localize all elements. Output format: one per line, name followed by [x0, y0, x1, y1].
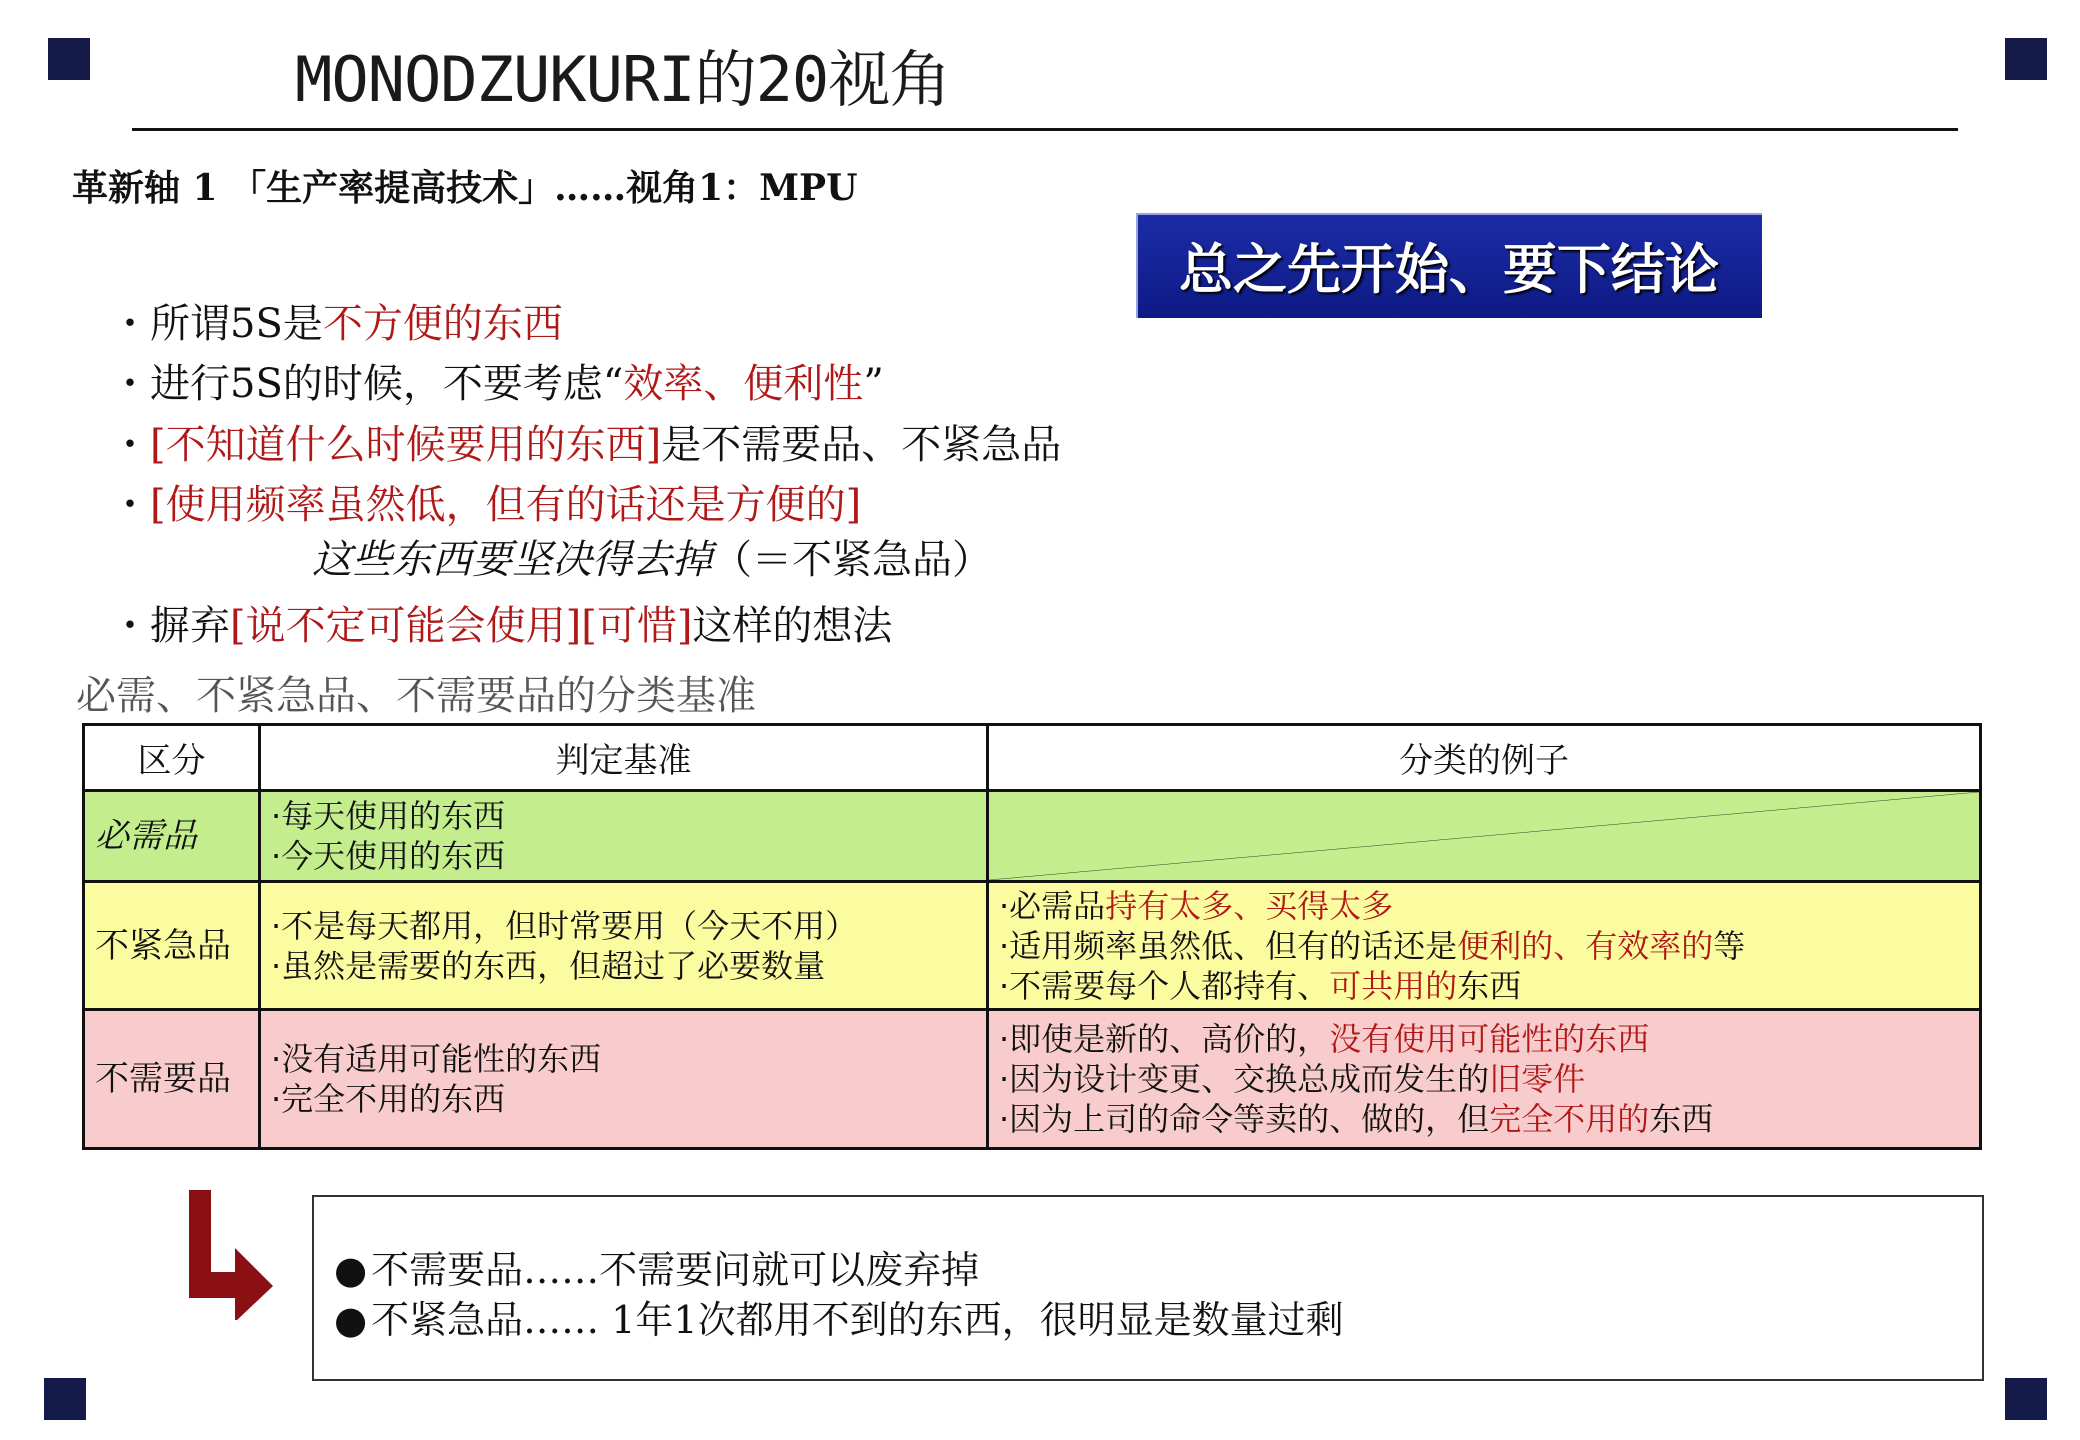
criteria-line: ·不是每天都用，但时常要用（今天不用） — [271, 906, 858, 945]
table-heading: 必需、不紧急品、不需要品的分类基准 — [76, 673, 756, 719]
table-row-not-urgent — [84, 882, 1981, 1010]
corner-square-bottom-right — [2005, 1378, 2047, 1420]
header-category: 区分 — [84, 725, 260, 791]
example-line — [999, 966, 1969, 1006]
bullet-text-tail: 这样的想法 — [692, 603, 893, 649]
corner-square-bottom-left — [44, 1378, 86, 1420]
example-line — [999, 886, 1969, 926]
example-text: ·因为上司的命令等卖的、做的，但 — [999, 1100, 1490, 1138]
example-text: ·因为设计变更、交换总成而发生的 — [999, 1060, 1490, 1098]
table-header-row — [84, 725, 1981, 791]
conclusion-banner: 总之先开始、要下结论 — [1136, 213, 1762, 318]
example-highlight: 便利的、有效率的 — [1457, 926, 1714, 965]
bullet-text: 所谓5S是 — [150, 301, 323, 347]
bullet-highlight: [不知道什么时候要用的东西] — [150, 422, 662, 468]
example-highlight: 没有使用可能性的东西 — [1329, 1020, 1650, 1058]
bullet-item — [110, 292, 563, 349]
bullet-dot: ・ — [110, 482, 150, 528]
corner-square-top-left — [48, 38, 90, 80]
example-text: ·即使是新的、高价的， — [999, 1020, 1330, 1058]
conclusion-item — [334, 1289, 1344, 1344]
example-highlight: 可共用的 — [1329, 966, 1458, 1005]
down-right-arrow-icon — [185, 1190, 275, 1320]
criteria-line: ·虽然是需要的东西，但超过了必要数量 — [271, 946, 826, 985]
page-title: MONODZUKURI的20视角 — [295, 43, 951, 116]
category-cell: 必需品 — [84, 791, 260, 882]
example-highlight: 完全不用的 — [1489, 1100, 1650, 1138]
criteria-cell — [260, 882, 988, 1010]
table-row-necessary — [84, 791, 1981, 882]
bullet-text: 这些东西要坚决得去掉 — [312, 537, 712, 583]
example-text-tail: 等 — [1713, 926, 1746, 965]
example-line — [999, 926, 1969, 966]
criteria-line: ·今天使用的东西 — [271, 837, 506, 875]
examples-cell — [988, 882, 1981, 1010]
bullet-highlight: 效率、便利性 — [623, 361, 864, 407]
criteria-cell — [260, 1010, 988, 1149]
title-divider — [132, 128, 1958, 131]
criteria-line: ·完全不用的东西 — [271, 1080, 506, 1118]
bullet-dot: ・ — [110, 603, 150, 649]
example-text-tail: 东西 — [1457, 966, 1522, 1005]
example-line — [999, 1059, 1969, 1099]
bullet-text: 是不需要品、不紧急品 — [661, 422, 1062, 468]
example-text: ·适用频率虽然低、但有的话还是 — [999, 926, 1458, 965]
example-text-tail: 东西 — [1649, 1100, 1714, 1138]
conclusion-item — [334, 1239, 979, 1294]
criteria-line: ·没有适用可能性的东西 — [271, 1040, 602, 1078]
table-row-unneeded — [84, 1010, 1981, 1149]
bullet-highlight: [说不定可能会使用][可惜] — [230, 603, 693, 649]
category-cell: 不需要品 — [84, 1010, 260, 1149]
examples-cell — [988, 1010, 1981, 1149]
header-criteria: 判定基准 — [260, 725, 988, 791]
header-examples: 分类的例子 — [988, 725, 1981, 791]
bullet-item — [110, 413, 1061, 470]
example-text: ·不需要每个人都持有、 — [999, 966, 1330, 1005]
corner-square-top-right — [2005, 38, 2047, 80]
bullet-dot: ・ — [110, 422, 150, 468]
section-subtitle: 革新轴 1 「生产率提高技术」……视角1：MPU — [72, 167, 858, 209]
diagonal-slash — [989, 792, 1979, 880]
conclusion-text: 不紧急品…… 1年1次都用不到的东西，很明显是数量过剩 — [371, 1298, 1344, 1342]
bullet-text: 摒弃 — [150, 603, 230, 649]
bullet-dot: ・ — [110, 301, 150, 347]
example-line — [999, 1019, 1969, 1059]
bullet-highlight: 不方便的东西 — [322, 301, 563, 347]
bullet-text-tail: （＝不紧急品） — [712, 537, 992, 583]
bullet-item — [110, 473, 861, 530]
example-highlight: 持有太多、买得太多 — [1105, 886, 1394, 925]
conclusion-text: 不需要品……不需要问就可以废弃掉 — [371, 1248, 980, 1292]
bullet-dot: ● — [334, 1248, 368, 1292]
bullet-continuation — [312, 528, 992, 585]
classification-table — [82, 723, 1982, 1150]
criteria-cell — [260, 791, 988, 882]
criteria-line: ·每天使用的东西 — [271, 797, 506, 835]
bullet-item — [110, 594, 892, 651]
bullet-item — [110, 352, 884, 409]
example-text: ·必需品 — [999, 886, 1106, 925]
example-line — [999, 1099, 1969, 1139]
examples-cell-empty — [988, 791, 1981, 882]
example-highlight: 旧零件 — [1489, 1060, 1586, 1098]
bullet-highlight: [使用频率虽然低，但有的话还是方便的] — [150, 482, 862, 528]
category-cell: 不紧急品 — [84, 882, 260, 1010]
bullet-dot: ・ — [110, 361, 150, 407]
conclusion-box — [312, 1195, 1984, 1381]
bullet-text: 进行5S的时候，不要考虑“ — [150, 361, 624, 407]
bullet-text-tail: ” — [863, 361, 884, 407]
bullet-dot: ● — [334, 1298, 368, 1342]
